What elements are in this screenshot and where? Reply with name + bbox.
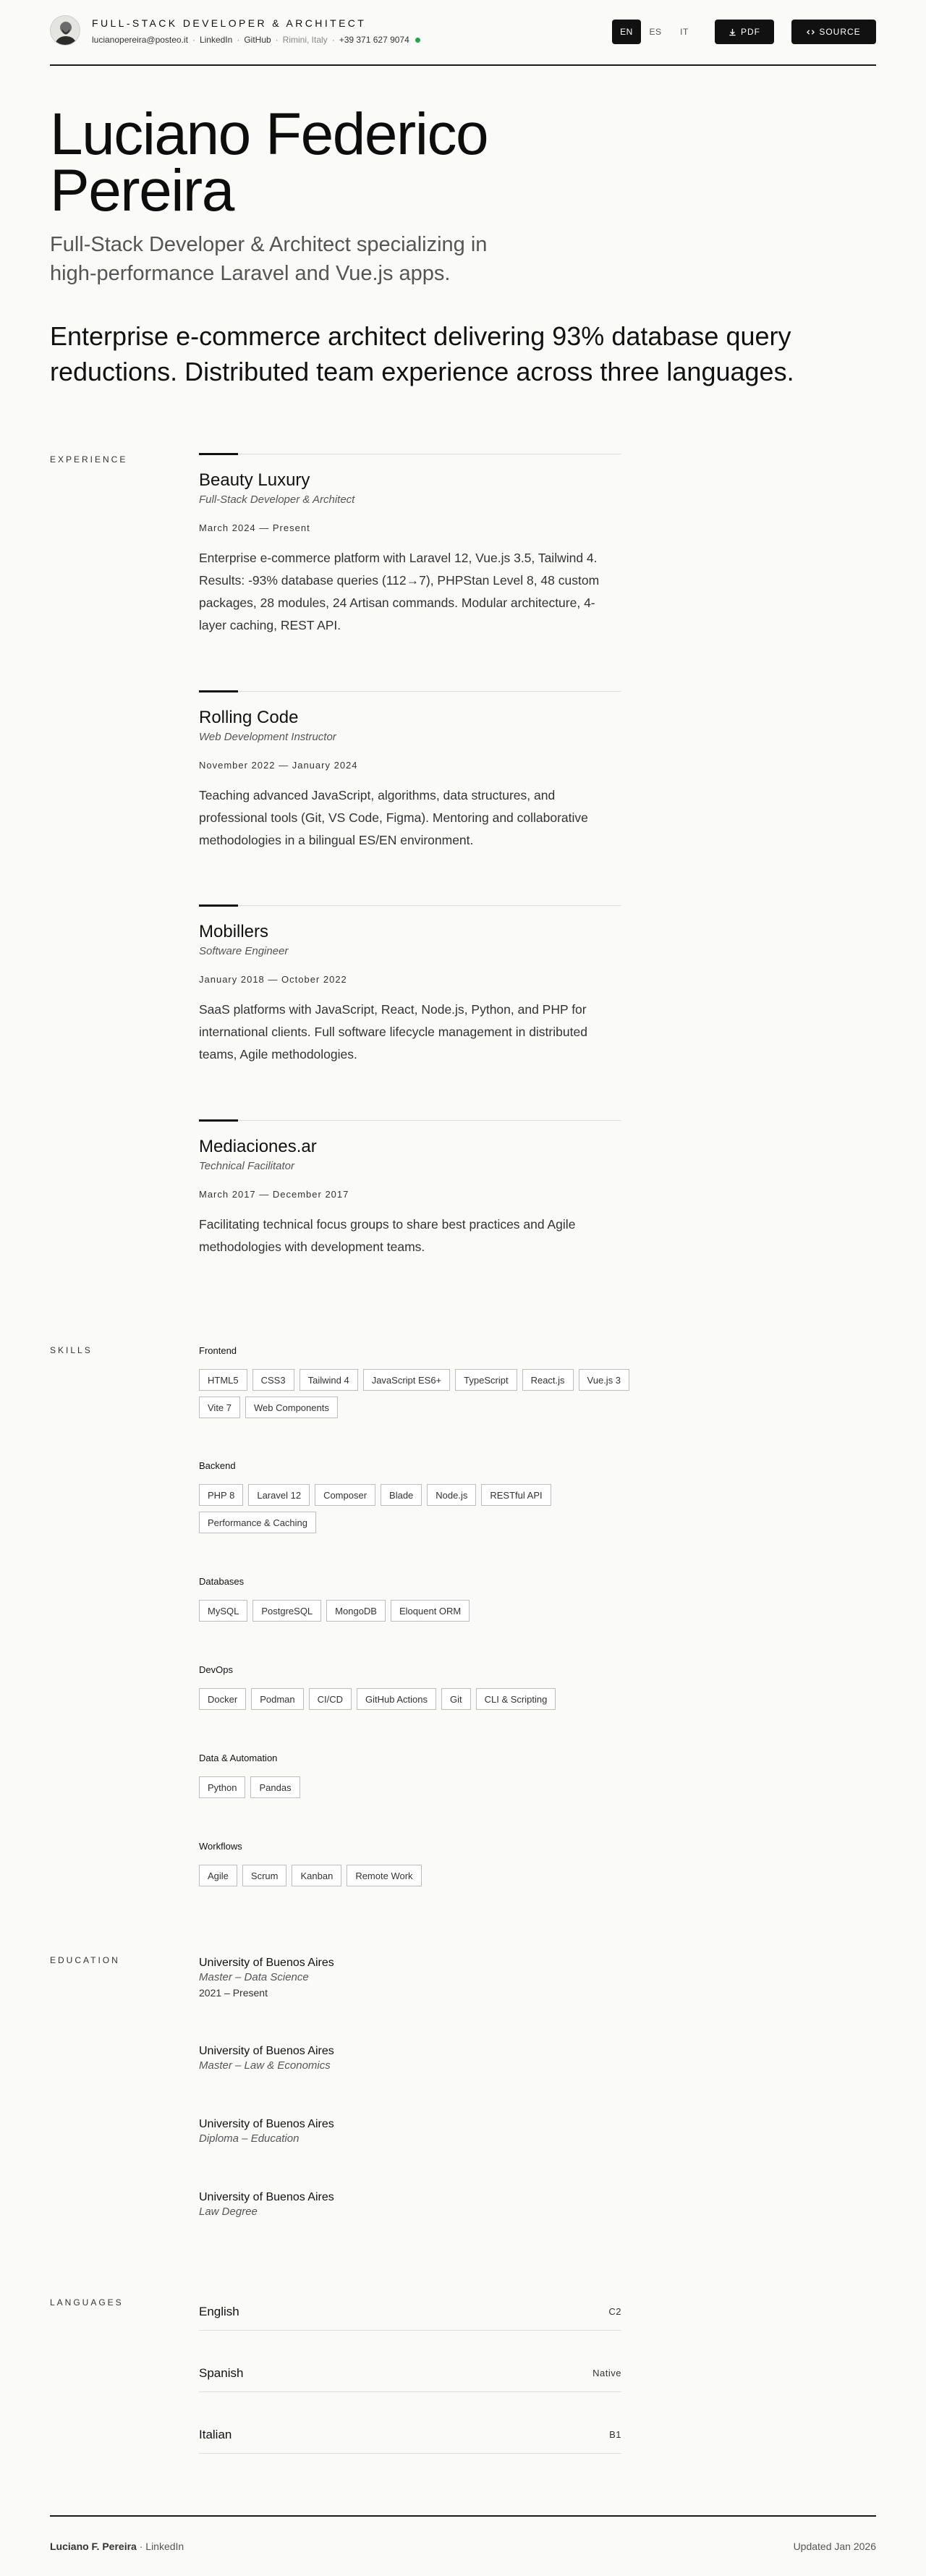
skills-heading: SKILLS	[50, 1345, 93, 1355]
phone-link[interactable]: +39 371 627 9074	[339, 35, 409, 45]
skill-tag: PHP 8	[199, 1484, 243, 1506]
skill-tag: Eloquent ORM	[391, 1600, 470, 1622]
skill-tag: MySQL	[199, 1600, 247, 1622]
header-tagline: FULL-STACK DEVELOPER & ARCHITECT	[92, 17, 367, 29]
skill-tag: Docker	[199, 1688, 246, 1710]
skill-tag: Blade	[381, 1484, 422, 1506]
skill-group-title: Workflows	[199, 1841, 242, 1852]
language-level: B1	[609, 2429, 621, 2440]
pdf-button[interactable]	[715, 20, 774, 44]
skill-tag: Kanban	[292, 1865, 341, 1886]
source-button[interactable]	[791, 20, 876, 44]
avatar	[50, 15, 80, 46]
skill-chips	[199, 1600, 633, 1622]
edu-degree: Diploma – Education	[199, 2132, 300, 2145]
hero-name: Luciano Federico Pereira	[50, 101, 488, 224]
job-dates: March 2024 — Present	[199, 522, 310, 533]
site-header	[50, 0, 876, 66]
skill-tag: Scrum	[242, 1865, 287, 1886]
edu-school: University of Buenos Aires	[199, 2045, 334, 2057]
job-description: SaaS platforms with JavaScript, React, Node.js, Python, and PHP for international clients. Full software lifecycle management in distributed teams, Agile methodologies.	[199, 1002, 587, 1062]
skill-group-title: Databases	[199, 1576, 245, 1587]
skill-group-title: Frontend	[199, 1345, 237, 1356]
skill-tag: HTML5	[199, 1369, 247, 1391]
edu-school: University of Buenos Aires	[199, 2118, 334, 2130]
edu-degree: Law Degree	[199, 2206, 258, 2218]
edu-degree: Master – Data Science	[199, 1971, 309, 1983]
hero-summary: Enterprise e-commerce architect delivering 93% database query reductions. Distributed team experience across three languages.	[50, 321, 794, 386]
lang-button-es[interactable]: ES	[649, 27, 662, 37]
skill-tag: Vue.js 3	[579, 1369, 630, 1391]
skill-tag: Podman	[251, 1688, 303, 1710]
skill-group-title: DevOps	[199, 1664, 233, 1675]
job-description: Teaching advanced JavaScript, algorithms, data structures, and professional tools (Git, VS Code, Figma). Mentoring and collaborative methodologies in a bilingual ES/EN environment.	[199, 788, 588, 847]
job-dates: January 2018 — October 2022	[199, 974, 347, 985]
skill-tag: Composer	[315, 1484, 375, 1506]
education-item	[199, 2117, 621, 2146]
footer-updated: Updated Jan 2026	[793, 2541, 876, 2552]
skill-tag: Python	[199, 1776, 245, 1798]
skill-tag: Agile	[199, 1865, 237, 1886]
skill-tag: Git	[441, 1688, 471, 1710]
skill-tag: CLI & Scripting	[476, 1688, 556, 1710]
education-item	[199, 2190, 621, 2219]
job-company: Mobillers	[199, 922, 269, 941]
availability-dot-icon	[415, 38, 420, 43]
skill-group-title: Data & Automation	[199, 1753, 278, 1763]
skill-tag: RESTful API	[481, 1484, 551, 1506]
download-icon	[729, 28, 736, 36]
language-switcher	[612, 20, 699, 44]
job-dates: March 2017 — December 2017	[199, 1189, 349, 1200]
skill-tag: PostgreSQL	[252, 1600, 321, 1622]
footer-linkedin-link[interactable]: LinkedIn	[145, 2541, 184, 2552]
language-level: Native	[592, 2368, 621, 2378]
hero-subtitle: Full-Stack Developer & Architect specializing in high-performance Laravel and Vue.js apps.	[50, 233, 488, 285]
languages-heading: LANGUAGES	[50, 2297, 124, 2308]
skill-tag: GitHub Actions	[357, 1688, 436, 1710]
skill-chips	[199, 1865, 633, 1886]
education-item	[199, 1956, 621, 2001]
language-row	[199, 2366, 621, 2392]
education-heading: EDUCATION	[50, 1955, 120, 1965]
skill-group	[199, 1753, 633, 1798]
skill-tag: Performance & Caching	[199, 1512, 316, 1533]
experience-item	[199, 454, 621, 671]
lang-button-en[interactable]: EN	[612, 20, 641, 44]
language-level: C2	[608, 2306, 621, 2317]
skill-tag: Vite 7	[199, 1397, 240, 1418]
skill-tag: Node.js	[427, 1484, 476, 1506]
job-description: Facilitating technical focus groups to share best practices and Agile methodologies with development teams.	[199, 1217, 576, 1254]
skill-group	[199, 1664, 633, 1710]
skill-chips	[199, 1688, 633, 1710]
skill-tag: CSS3	[252, 1369, 294, 1391]
skill-tag: TypeScript	[455, 1369, 517, 1391]
experience-heading: EXPERIENCE	[50, 454, 128, 465]
job-dates: November 2022 — January 2024	[199, 760, 358, 771]
skill-tag: JavaScript ES6+	[363, 1369, 450, 1391]
skill-chips	[199, 1776, 633, 1798]
skill-group	[199, 1345, 633, 1418]
edu-degree: Master – Law & Economics	[199, 2059, 331, 2072]
skill-tag: Pandas	[250, 1776, 300, 1798]
skill-tag: React.js	[522, 1369, 574, 1391]
skill-tag: CI/CD	[309, 1688, 352, 1710]
skill-tag: Tailwind 4	[300, 1369, 358, 1391]
education-item	[199, 2044, 621, 2073]
edu-years: 2021 – Present	[199, 1987, 268, 1999]
language-name: English	[199, 2305, 239, 2318]
skill-tag: Web Components	[245, 1397, 338, 1418]
location-text: Rimini, Italy	[282, 35, 328, 45]
email-link[interactable]: lucianopereira@posteo.it	[92, 35, 188, 45]
skill-tag: MongoDB	[326, 1600, 386, 1622]
skill-chips	[199, 1369, 633, 1418]
footer-divider	[50, 2515, 876, 2517]
job-company: Beauty Luxury	[199, 470, 310, 490]
skill-chips	[199, 1484, 633, 1533]
job-company: Rolling Code	[199, 708, 299, 727]
job-role: Full-Stack Developer & Architect	[199, 493, 355, 506]
skill-group	[199, 1576, 633, 1622]
footer-credit: Luciano F. Pereira · LinkedIn	[50, 2541, 184, 2552]
edu-school: University of Buenos Aires	[199, 1957, 334, 1969]
code-icon	[807, 28, 815, 36]
lang-button-it[interactable]: IT	[680, 27, 689, 37]
skill-tag: Remote Work	[347, 1865, 421, 1886]
linkedin-link[interactable]: LinkedIn	[199, 35, 233, 45]
job-role: Software Engineer	[199, 945, 289, 957]
job-company: Mediaciones.ar	[199, 1137, 317, 1156]
source-button-label: SOURCE	[819, 27, 861, 37]
edu-school: University of Buenos Aires	[199, 2191, 334, 2203]
github-link[interactable]: GitHub	[244, 35, 271, 45]
job-role: Technical Facilitator	[199, 1160, 295, 1172]
job-description: Enterprise e-commerce platform with Laravel 12, Vue.js 3.5, Tailwind 4. Results: -93% database queries (112→7), PHPStan Level 8, 48 custom packages, 28 modules, 24 Artisan commands. Modular architecture, 4-layer caching, REST API.	[199, 551, 600, 632]
language-name: Spanish	[199, 2366, 244, 2380]
pdf-button-label: PDF	[741, 27, 760, 37]
footer-name: Luciano F. Pereira	[50, 2541, 137, 2552]
experience-item	[199, 905, 621, 1093]
language-row	[199, 2428, 621, 2454]
skill-group	[199, 1460, 633, 1533]
language-name: Italian	[199, 2428, 232, 2441]
skill-tag: Laravel 12	[248, 1484, 310, 1506]
experience-item	[199, 691, 621, 879]
contact-line: lucianopereira@posteo.it · LinkedIn · GitHub · Rimini, Italy · +39 371 627 9074	[92, 35, 420, 45]
skill-group-title: Backend	[199, 1460, 236, 1471]
language-row	[199, 2305, 621, 2331]
skill-group	[199, 1841, 633, 1886]
experience-item	[199, 1120, 621, 1287]
job-role: Web Development Instructor	[199, 731, 336, 743]
